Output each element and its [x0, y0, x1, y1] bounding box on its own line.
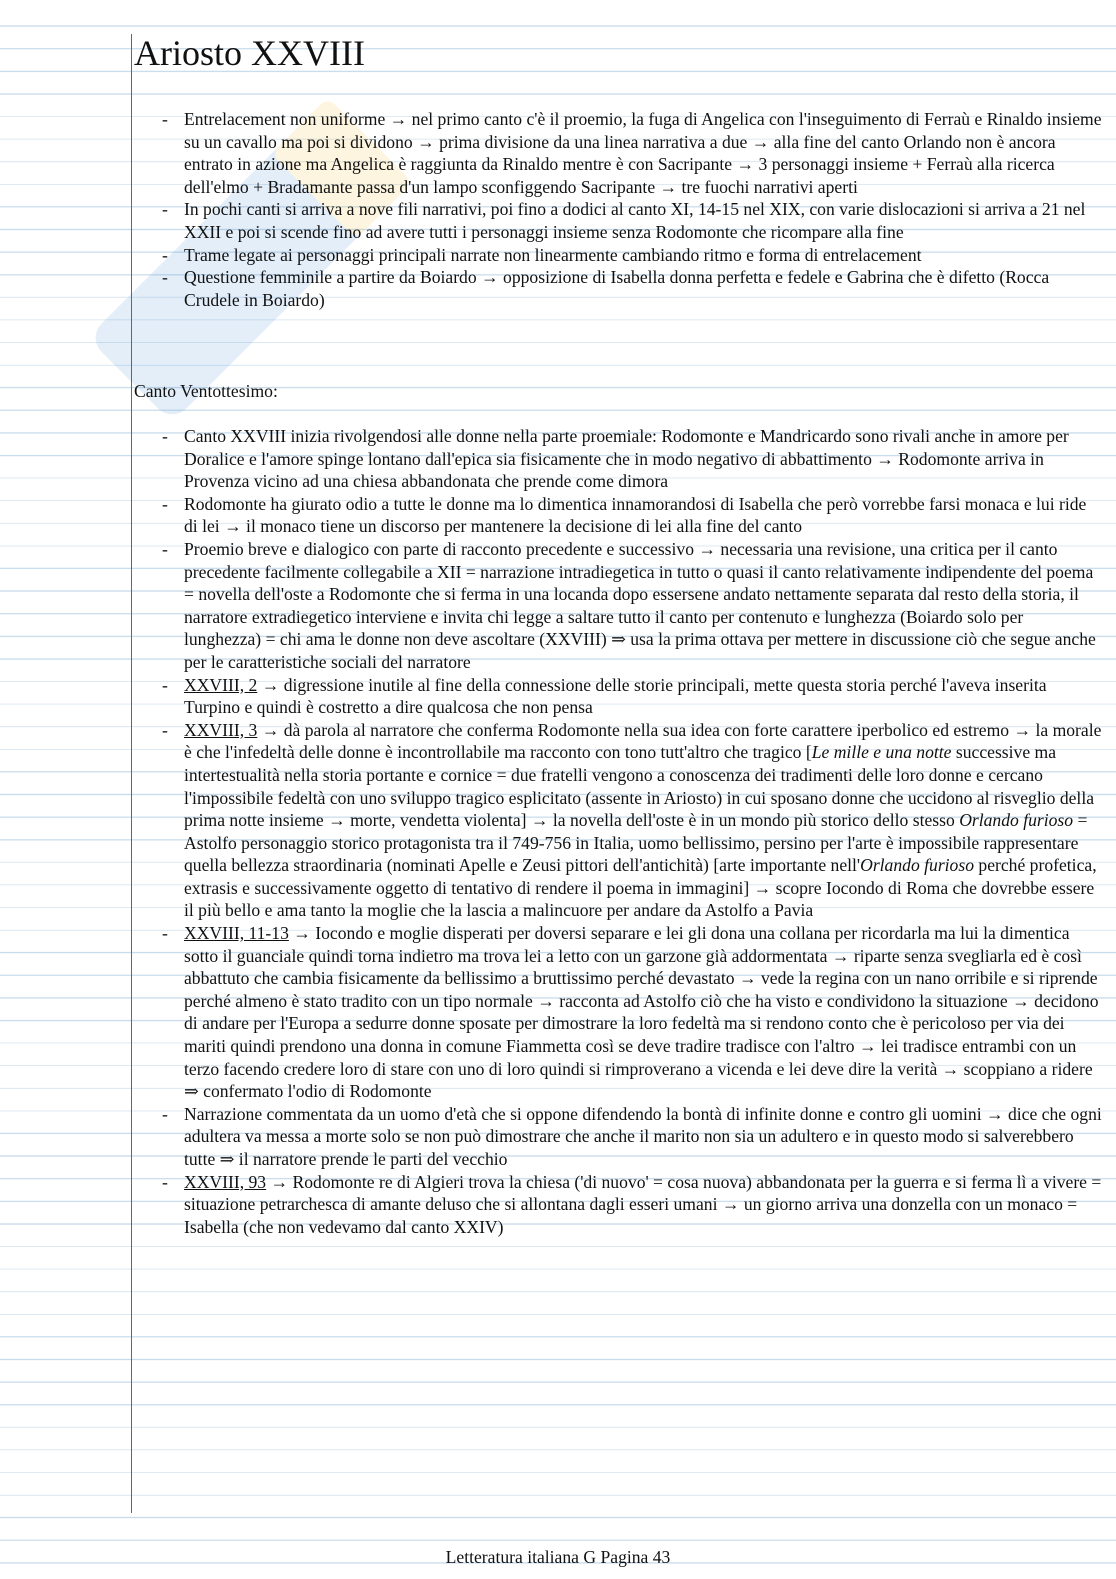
list-item — [0, 1171, 1116, 1239]
item-text: → dà parola al narratore che conferma Rodomonte nella sua idea con forte carattere iperbolico ed estremo → la morale è che l'infedeltà delle donne è incontrollabile ma racconto con tono tutt'altro che tragico [ — [184, 719, 1102, 763]
verse-reference-link[interactable]: XXVIII, 2 — [184, 674, 258, 695]
bullet-dash: - — [162, 267, 168, 288]
list-item — [0, 922, 1116, 1103]
list-item — [0, 538, 1116, 674]
section-heading: Canto Ventottesimo: — [134, 381, 278, 401]
intro-notes — [0, 108, 1116, 311]
bullet-dash: - — [162, 426, 168, 446]
work-title-italic: Orlando furioso — [860, 855, 974, 876]
item-text: Rodomonte ha giurato odio a tutte le donne ma lo dimentica innamorandosi di Isabella che però vorrebbe farsi monaca e lui ride di lei → il monaco tiene un discorso per mantenere la decisione di lei alla fine del canto — [184, 493, 1087, 537]
verse-reference-link[interactable]: XXVIII, 3 — [184, 719, 258, 740]
page-title: Ariosto XXVIII — [134, 33, 365, 73]
bullet-dash: - — [162, 1103, 168, 1124]
item-text: → Iocondo e moglie disperati per doversi separare e lei gli dona una collana per ricordarla ma lui la dimentica sotto il guanciale quindi torna indietro ma trova lei a letto con un garzone già addormentata → riparte senza svegliarla ed è così abbattuto che cambia fisicamente da bellissimo a bruttissimo perché devastato → vede la regina con un nano orribile e si riprende perché almeno è stato tradito con un tipo normale → racconta ad Astolfo ciò che ha visto e condividono la situazione → decidono di andare per l'Europa a sedurre donne sposate per dimostrare la loro fedeltà ma si rendono conto che è pericoloso per via dei mariti quindi prendono una donna in comune Fiammetta così se deve tradire tradisce con l'altro → lei tradisce entrambi con un terzo facendo credere loro di stare con uno di loro quindi si rimproverano a vicenda e lei deve dire la verità → scoppiano a ridere ⇒ confermato l'odio di Rodomonte — [184, 923, 1099, 1102]
bullet-dash: - — [162, 493, 168, 514]
verse-reference-link[interactable]: XXVIII, 11-13 — [184, 923, 289, 944]
item-text: In pochi canti si arriva a nove fili narrativi, poi fino a dodici al canto XI, 14-15 nel XIX, con varie dislocazioni si arriva a 21 nel XXII e poi si scende fino ad avere tutti i personaggi insieme senza Rodomonte che ricompare alla fine — [184, 199, 1086, 242]
work-title-italic: Le mille e una notte — [811, 742, 952, 763]
bullet-dash: - — [162, 1171, 168, 1192]
item-text: perché profetica, extrasis e successivamente oggetto di tentativo di rendere il poema in immagini] → scopre Iocondo di Roma che dovrebbe essere il più bello e ama tanto la moglie che la lascia a malincuore per andare da Astolfo a Pavia — [184, 855, 1097, 921]
canto-notes — [0, 425, 1116, 1238]
list-item — [0, 425, 1116, 493]
item-text: → Rodomonte re di Algieri trova la chiesa ('di nuovo' = cosa nuova) abbandonata per la guerra e si ferma lì a vivere = situazione petrarchesca di amante deluso che si allontana dagli esseri umani → un giorno arriva una donzella con un monaco = Isabella (che non vedevamo dal canto XXIV) — [184, 1171, 1102, 1237]
page-footer: Letteratura italiana G Pagina 43 — [445, 1547, 671, 1567]
list-item — [0, 266, 1116, 311]
list-item — [0, 493, 1116, 538]
bullet-dash: - — [162, 674, 168, 695]
item-text: successive ma intertestualità nella storia portante e cornice = due fratelli vengono a conoscenza dei tradimenti delle loro donne e cercano l'impossibile fedeltà con uno sviluppo tragico esplicitato (assente in Ariosto) in cui sposano donne che uccidono al risveglio della prima notte insieme → morte, vendetta violenta] → la novella dell'oste è in un mondo più storico dello stesso — [184, 742, 1095, 831]
list-item — [0, 244, 1116, 267]
bullet-dash: - — [162, 199, 168, 220]
item-text: Questione femminile a partire da Boiardo → opposizione di Isabella donna perfetta e fedele e Gabrina che è difetto (Rocca Crudele in Boiardo) — [184, 267, 1050, 310]
bullet-dash: - — [162, 719, 168, 740]
bullet-dash: - — [162, 923, 168, 944]
list-item — [0, 719, 1116, 922]
list-item — [0, 198, 1116, 243]
bullet-dash: - — [162, 538, 168, 559]
item-text: → digressione inutile al fine della connessione delle storie principali, mette questa storia perché l'aveva inserita Turpino e quindi è costretto a dire qualcosa che non pensa — [184, 674, 1047, 718]
list-item — [0, 674, 1116, 719]
bullet-dash: - — [162, 244, 168, 265]
work-title-italic: Orlando furioso — [959, 810, 1074, 831]
item-text: Entrelacement non uniforme → nel primo canto c'è il proemio, la fuga di Angelica con l'inseguimento di Ferraù e Rinaldo insieme su un cavallo ma poi si dividono → prima divisione da una linea narrativa a due → alla fine del canto Orlando non è ancora entrato in azione ma Angelica è raggiunta da Rinaldo mentre è con Sacripante → 3 personaggi insieme + Ferraù alla ricerca dell'elmo + Bradamante passa d'un lampo sconfiggendo Sacripante → tre fuochi narrativi aperti — [184, 109, 1102, 197]
list-item — [0, 1103, 1116, 1171]
item-text: Narrazione commentata da un uomo d'età che si oppone difendendo la bontà di infinite donne e contro gli uomini → dice che ogni adultera va messa a morte solo se non può dimostrare che anche il marito non sia un adultero e in questo modo si salverebbero tutte ⇒ il narratore prende le parti del vecchio — [184, 1103, 1102, 1169]
item-text: = Astolfo personaggio storico protagonista tra il 749-756 in Italia, uomo bellissimo, persino per l'arte è impossibile rappresentare quella bellezza straordinaria (nominati Apelle e Zeusi pittori dell'antichità) [arte importante nell' — [184, 810, 1088, 876]
bullet-dash: - — [162, 109, 168, 129]
item-text: Proemio breve e dialogico con parte di racconto precedente e successivo → necessaria una revisione, una critica per il canto precedente facilmente collegabile a XII = narrazione intradiegetica in tutto o quasi il canto relativamente indipendente del poema = novella dell'oste a Rodomonte che si ferma in una locanda dopo essersene andato nettamente separata dal resto della storia, il narratore extradiegetico interviene e invita chi legge a saltare tutto il canto per contenuto e lunghezza (Boiardo solo per lunghezza) = chi ama le donne non deve ascoltare (XXVIII) ⇒ usa la prima ottava per mettere in discussione ciò che segue anche per le caratteristiche sociali del narratore — [184, 538, 1096, 672]
item-text: Canto XXVIII inizia rivolgendosi alle donne nella parte proemiale: Rodomonte e Mandricardo sono rivali anche in amore per Doralice e l'amore spinge lontano dall'epica sia fisicamente che in modo negativo di abbattimento → Rodomonte arriva in Provenza vicino ad una chiesa abbandonata che prende come dimora — [184, 426, 1069, 492]
verse-reference-link[interactable]: XXVIII, 93 — [184, 1171, 267, 1192]
list-item — [0, 108, 1116, 198]
item-text: Trame legate ai personaggi principali narrate non linearmente cambiando ritmo e forma di entrelacement — [184, 244, 922, 265]
